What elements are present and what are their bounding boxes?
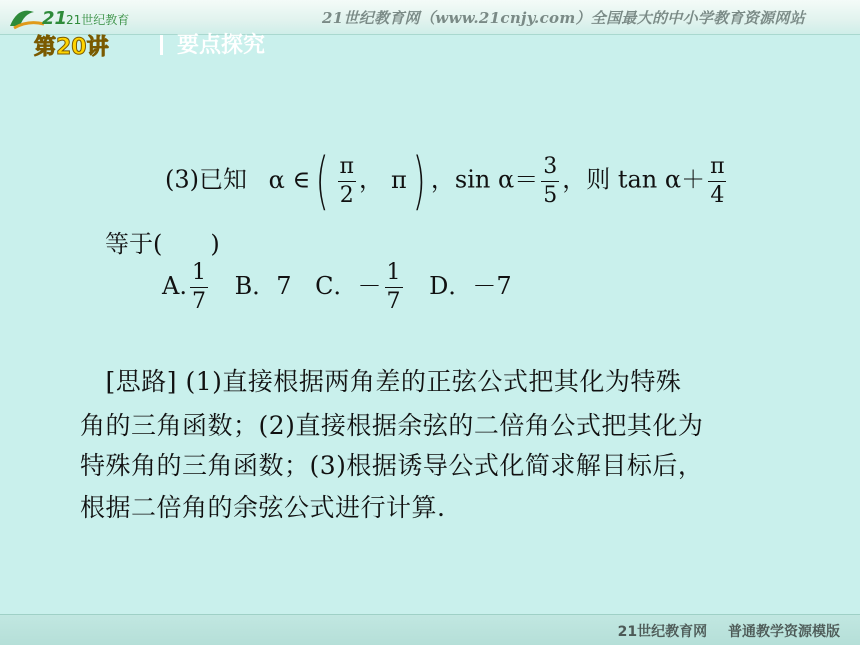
footer-text [602, 621, 840, 641]
question-line [165, 144, 730, 217]
question-prefix: (3)已知 [165, 165, 247, 194]
reasoning-line-3: 特殊角的三角函数；(3)根据诱导公式化简求解目标后， [80, 451, 704, 480]
option-a-numerator: 1 [191, 260, 206, 285]
interval-end: π [390, 165, 407, 194]
interval-separator: ， [358, 165, 383, 194]
interval-numerator: π [339, 153, 354, 179]
interval-fraction [337, 153, 355, 208]
svg-text:21世纪教育: 21世纪教育 [66, 13, 130, 27]
section-title [160, 28, 266, 58]
top-banner [0, 0, 860, 35]
option-d: D．－7 [429, 272, 512, 300]
reasoning-line-1: [思路] (1)直接根据两角差的正弦公式把其化为特殊 [80, 367, 682, 396]
option-a-fraction [190, 262, 208, 313]
interval-denominator: 2 [339, 182, 354, 208]
option-a-denominator: 7 [191, 289, 206, 314]
reasoning-line-4: 根据二倍角的余弦公式进行计算. [80, 493, 446, 522]
equals-line: 等于( ) [105, 230, 220, 258]
element-of-symbol: ∈ [292, 165, 311, 194]
right-paren: ) [412, 144, 426, 217]
sin-label: ，sin α＝ [430, 165, 539, 194]
sin-numerator: 3 [543, 153, 558, 179]
option-c-label: C．－ [315, 272, 382, 300]
tan-fraction [708, 153, 726, 208]
tan-denominator: 4 [710, 182, 725, 208]
sin-fraction [541, 153, 559, 208]
options-line [162, 262, 512, 313]
option-b: B．7 [234, 272, 292, 300]
left-paren: ( [315, 144, 330, 217]
then-label: ，则 tan α＋ [562, 165, 706, 194]
option-c-numerator: 1 [386, 260, 401, 285]
bottom-banner [0, 614, 860, 645]
section-title-text: 要点探究 [177, 33, 266, 58]
option-c-denominator: 7 [386, 289, 401, 314]
title-divider [160, 35, 163, 55]
sin-denominator: 5 [543, 182, 558, 208]
option-c-fraction [385, 262, 403, 313]
reasoning-line-2: 角的三角函数；(2)直接根据余弦的二倍角公式把其化为 [80, 411, 704, 440]
footer-site: 21世纪教育网 [617, 624, 708, 640]
option-a-label: A. [162, 272, 187, 300]
footer-template: 普通教学资源模版 [728, 624, 840, 640]
alpha-symbol: α [268, 165, 285, 194]
banner-text: 21世纪教育网（www.21cnjy.com）全国最大的中小学教育资源网站 [322, 9, 805, 27]
lecture-label: 第20讲 [34, 35, 109, 60]
svg-text:21: 21 [42, 8, 68, 29]
site-logo-icon [4, 2, 144, 32]
tan-numerator: π [710, 153, 725, 179]
